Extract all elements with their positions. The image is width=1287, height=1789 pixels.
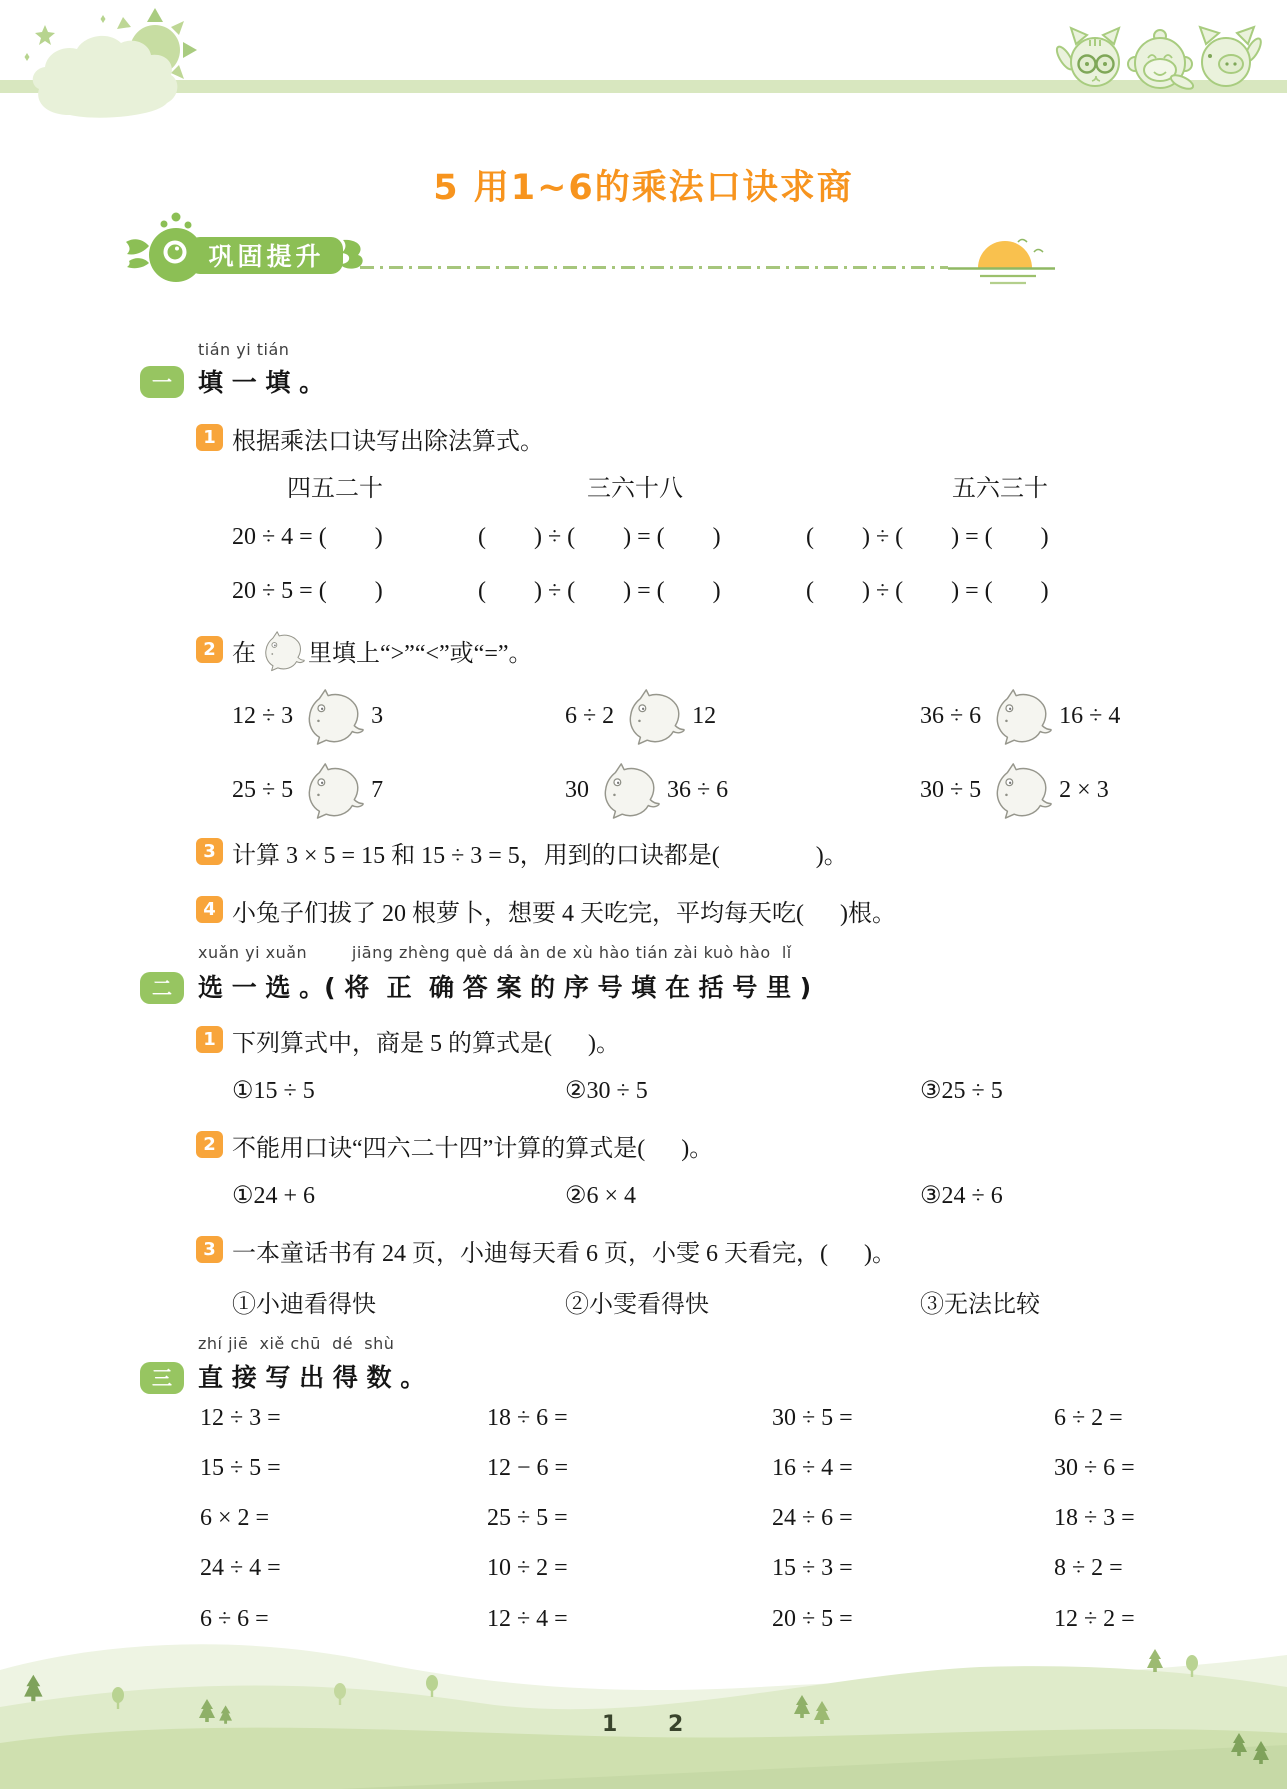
section3-pinyin: zhí jiē xiě chū dé shù	[198, 1334, 395, 1353]
equation-blank: ( ) ÷ ( ) = ( )	[478, 578, 721, 604]
s2-q1-number-badge: 1	[196, 1026, 223, 1053]
compare-right: 16 ÷ 4	[1059, 702, 1121, 729]
q2-text-before: 在	[232, 640, 256, 667]
section2-pinyin: xuǎn yi xuǎn jiāng zhèng què dá àn de xù hào tián zài kuò hào lǐ	[198, 943, 792, 962]
calc-item: 18 ÷ 6 =	[487, 1405, 568, 1431]
compare-right: 12	[692, 702, 717, 729]
sunrise-icon	[948, 236, 1063, 296]
option: ③25 ÷ 5	[920, 1078, 1003, 1104]
s2-q3-text: 一本童话书有 24 页，小迪每天看 6 页，小雯 6 天看完，( )。	[232, 1241, 896, 1267]
dashed-rule	[360, 266, 948, 269]
compare-left: 30 ÷ 5	[920, 776, 982, 803]
page-number: 1	[602, 1712, 618, 1737]
equation-blank: ( ) ÷ ( ) = ( )	[806, 578, 1049, 604]
calc-item: 20 ÷ 5 =	[772, 1606, 853, 1632]
calc-item: 6 ÷ 2 =	[1054, 1405, 1123, 1431]
q2-text	[232, 628, 533, 672]
compare-left: 30	[565, 776, 589, 803]
calc-item: 24 ÷ 4 =	[200, 1555, 281, 1581]
q1-column-headers	[0, 468, 1287, 504]
s2-q2-text: 不能用口诀“四六二十四”计算的算式是( )。	[232, 1136, 714, 1162]
calc-item: 15 ÷ 5 =	[200, 1455, 281, 1481]
calc-item: 12 ÷ 2 =	[1054, 1606, 1135, 1632]
compare-right: 36 ÷ 6	[667, 776, 729, 803]
mouse-blank-icon	[988, 686, 1052, 746]
mouse-blank-icon	[596, 760, 660, 820]
s2-q1-text: 下列算式中，商是 5 的算式是( )。	[232, 1031, 620, 1057]
section-banner: 巩固提升	[208, 242, 325, 271]
option: ①15 ÷ 5	[232, 1078, 315, 1104]
comparison-item	[920, 758, 1109, 822]
equation-blank: 20 ÷ 5 = ( )	[232, 578, 383, 604]
section2-heading: 选 一 选 。( 将 正 确 答 案 的 序 号 填 在 括 号 里 )	[198, 973, 812, 1002]
s2-q3-number-badge: 3	[196, 1236, 223, 1263]
compare-right: 2 × 3	[1059, 776, 1109, 803]
section1-pinyin: tián yi tián	[198, 340, 290, 359]
option: ③无法比较	[920, 1292, 1040, 1318]
option: ③24 ÷ 6	[920, 1183, 1003, 1209]
comparison-item	[565, 684, 716, 748]
q4-number-badge: 4	[196, 896, 223, 923]
comparison-row	[232, 758, 1232, 822]
calc-item: 18 ÷ 3 =	[1054, 1505, 1135, 1531]
calc-item: 12 ÷ 3 =	[200, 1405, 281, 1431]
calc-item: 12 − 6 =	[487, 1455, 569, 1481]
q3-text: 计算 3 × 5 = 15 和 15 ÷ 3 = 5，用到的口诀都是( )。	[232, 843, 848, 869]
cloud-sun-icon	[15, 5, 245, 125]
mnemonic-header: 五六三十	[952, 476, 1048, 502]
calc-grid-row	[200, 1555, 1260, 1591]
compare-left: 12 ÷ 3	[232, 702, 294, 729]
equation-blank: ( ) ÷ ( ) = ( )	[806, 524, 1049, 550]
option: ①小迪看得快	[232, 1292, 376, 1318]
calc-item: 12 ÷ 4 =	[487, 1606, 568, 1632]
calc-grid-row	[200, 1505, 1260, 1541]
section3-number-badge: 三	[140, 1362, 184, 1394]
section1-number-badge: 一	[140, 366, 184, 398]
option: ①24 + 6	[232, 1183, 316, 1209]
s2-q1-options	[232, 1076, 1232, 1112]
page-title: 5 用1~6的乘法口诀求商	[433, 168, 854, 208]
equation-blank: 20 ÷ 4 = ( )	[232, 524, 383, 550]
q1-text: 根据乘法口诀写出除法算式。	[232, 429, 544, 455]
option: ②6 × 4	[565, 1183, 637, 1209]
comparison-row	[232, 684, 1232, 748]
hills-graphic	[0, 1615, 1287, 1789]
mnemonic-header: 三六十八	[587, 476, 683, 502]
q2-text-after: 里填上“>”“<”或“=”。	[308, 640, 533, 667]
calc-item: 30 ÷ 6 =	[1054, 1455, 1135, 1481]
option: ②30 ÷ 5	[565, 1078, 648, 1104]
mouse-blank-icon	[300, 760, 364, 820]
calc-item: 6 ÷ 6 =	[200, 1606, 269, 1632]
cat-icon	[1054, 28, 1119, 86]
calc-item: 6 × 2 =	[200, 1505, 270, 1531]
mouse-blank-icon	[988, 760, 1052, 820]
equation-blank: ( ) ÷ ( ) = ( )	[478, 524, 721, 550]
calc-grid-row	[200, 1405, 1260, 1441]
section1-heading: 填 一 填 。	[198, 368, 325, 397]
compare-right: 7	[371, 776, 384, 803]
s2-q3-options	[232, 1284, 1232, 1320]
comparison-item	[232, 758, 383, 822]
animal-friends-icon	[1040, 20, 1270, 93]
monkey-icon	[1128, 30, 1195, 92]
calc-grid-row	[200, 1455, 1260, 1491]
comparison-item	[565, 758, 728, 822]
comparison-item	[920, 684, 1120, 748]
comparison-item	[232, 684, 383, 748]
mouse-blank-icon	[621, 686, 685, 746]
calc-item: 10 ÷ 2 =	[487, 1555, 568, 1581]
mnemonic-header: 四五二十	[287, 476, 383, 502]
calc-item: 15 ÷ 3 =	[772, 1555, 853, 1581]
s2-q2-number-badge: 2	[196, 1131, 223, 1158]
option: ②小雯看得快	[565, 1292, 709, 1318]
calc-item: 30 ÷ 5 =	[772, 1405, 853, 1431]
section2-number-badge: 二	[140, 972, 184, 1004]
q1-number-badge: 1	[196, 424, 223, 451]
calc-item: 24 ÷ 6 =	[772, 1505, 853, 1531]
compare-right: 3	[371, 702, 384, 729]
calc-item: 16 ÷ 4 =	[772, 1455, 853, 1481]
calc-item: 25 ÷ 5 =	[487, 1505, 568, 1531]
mouse-blank-icon	[300, 686, 364, 746]
section3-heading: 直 接 写 出 得 数 。	[198, 1363, 426, 1392]
s2-q2-options	[232, 1181, 1232, 1217]
q1-equation-row	[232, 578, 1232, 614]
compare-left: 36 ÷ 6	[920, 702, 982, 729]
q1-equation-row	[232, 524, 1232, 560]
mouse-blank-icon	[259, 629, 305, 672]
q2-number-badge: 2	[196, 636, 223, 663]
pig-icon	[1200, 27, 1264, 86]
calc-item: 8 ÷ 2 =	[1054, 1555, 1123, 1581]
page-number: 2	[668, 1712, 684, 1737]
compare-left: 6 ÷ 2	[565, 702, 615, 729]
q3-number-badge: 3	[196, 838, 223, 865]
compare-left: 25 ÷ 5	[232, 776, 294, 803]
q4-text: 小兔子们拔了 20 根萝卜，想要 4 天吃完，平均每天吃( )根。	[232, 901, 896, 927]
